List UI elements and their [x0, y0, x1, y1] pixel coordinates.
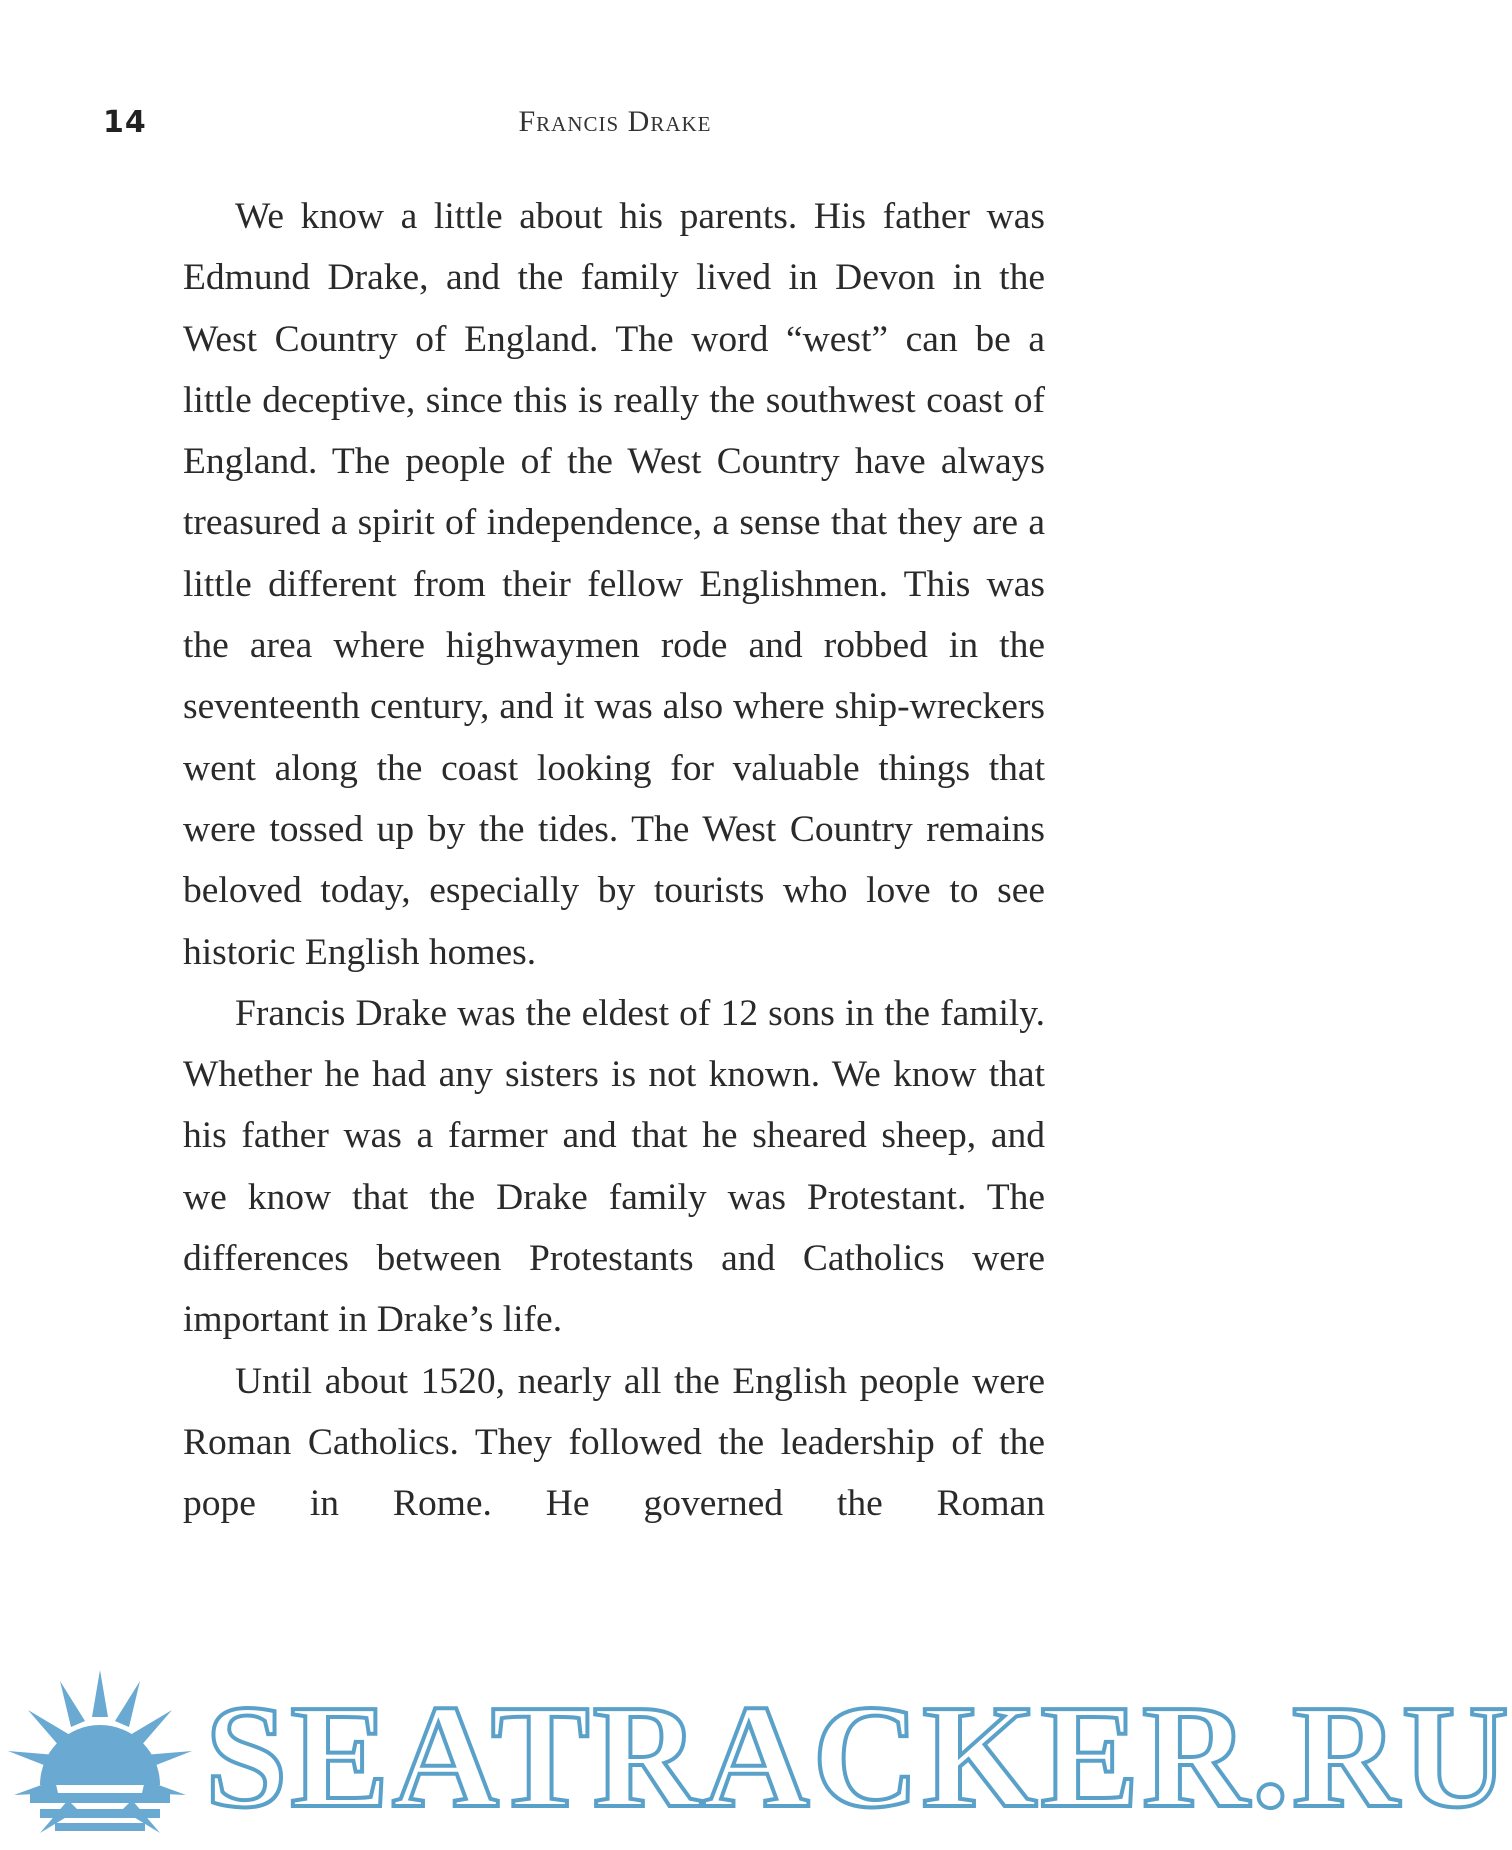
watermark-text: SEATRACKER.RU: [205, 1675, 1512, 1839]
sun-icon: [0, 1655, 200, 1850]
running-head: Francis Drake: [518, 105, 712, 138]
body-text: [183, 186, 1045, 1535]
paragraph-1: We know a little about his parents. His father was Edmund Drake, and the family lived in Devon in the West Country of England. The word “west” can be a little deceptive, since this is really the southwest coast of England. The people of the West Country have always treasured a spirit of independence, a sense that they are a little different from their fellow Englishmen. This was the area where highwaymen rode and robbed in the seventeenth century, and it was also where ship-wreckers went along the coast looking for valuable things that were tossed up by the tides. The West Country remains beloved today, especially by tourists who love to see historic English homes.: [183, 196, 1045, 973]
paragraph-2: Francis Drake was the eldest of 12 sons in the family. Whether he had any sisters is not known. We know that his father was a farmer and that he sheared sheep, and we know that the Drake family was Protestant. The differences between Protestants and Catholics were important in Drake’s life.: [183, 992, 1045, 1341]
watermark: [0, 1655, 1512, 1850]
page-number: 14: [103, 105, 147, 140]
paragraph-3: Until about 1520, nearly all the English people were Roman Catholics. They followed the leadership of the pope in Rome. He governed the Roman: [183, 1360, 1045, 1525]
